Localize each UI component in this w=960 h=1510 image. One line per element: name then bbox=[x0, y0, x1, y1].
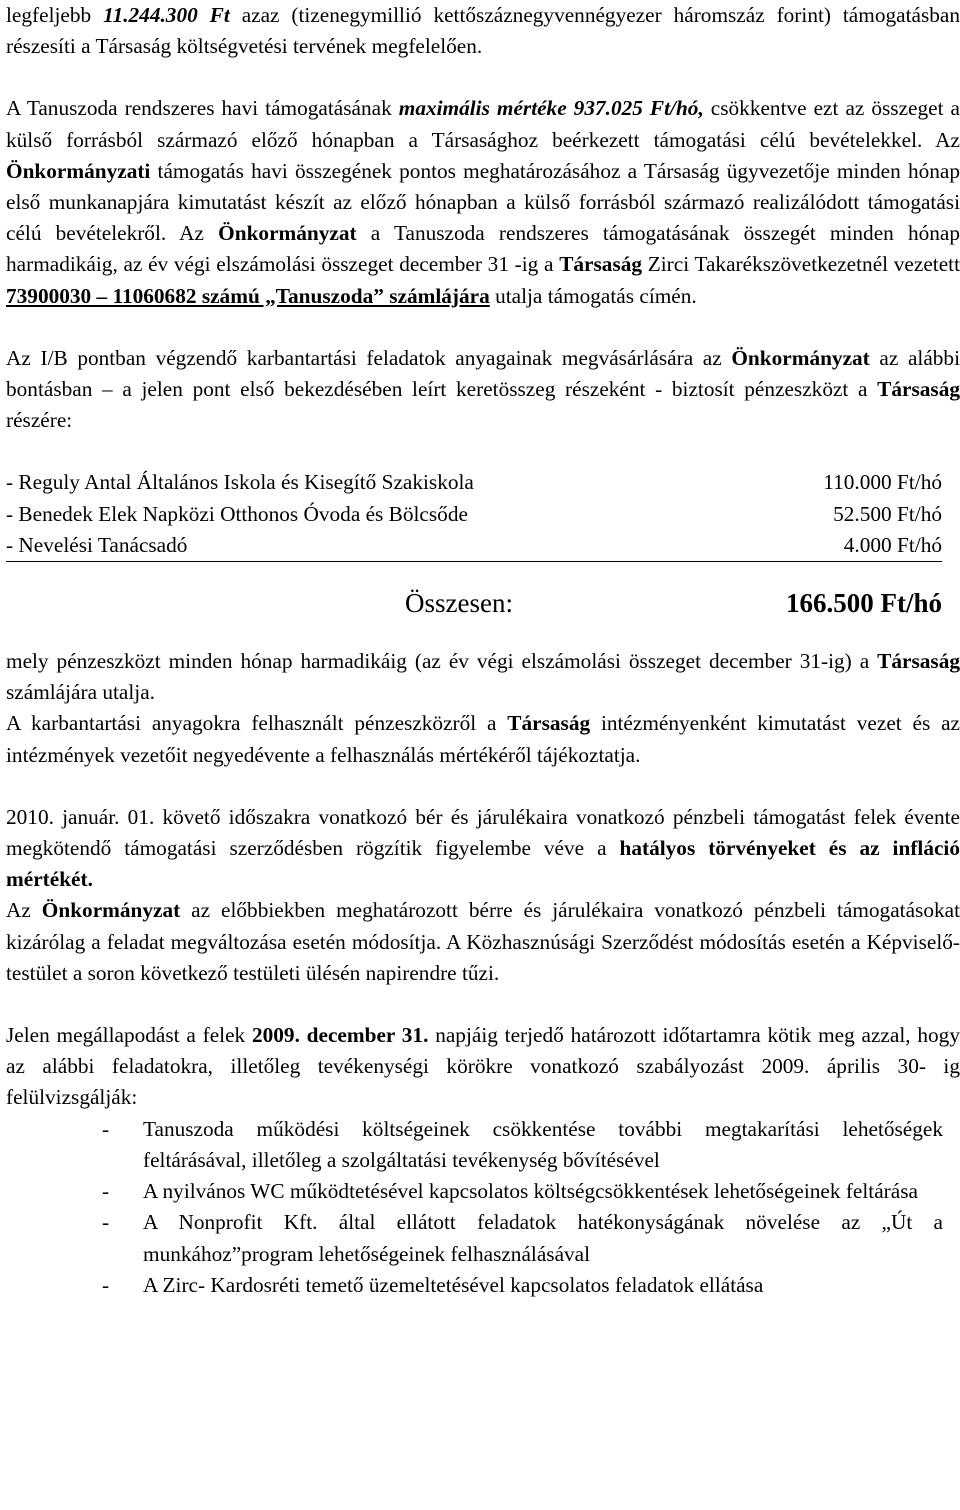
list-item bbox=[6, 1207, 943, 1269]
list-item bbox=[6, 1114, 943, 1176]
list-dash: - bbox=[102, 1116, 110, 1141]
review-task-list bbox=[6, 1114, 960, 1301]
total-value: 166.500 Ft/hó bbox=[785, 588, 942, 619]
text: számlájára utalja. bbox=[6, 680, 155, 705]
text: az alábbi bontásban – a jelen pont első bekezdésében leírt keretösszeg részeként - biztosít pénzeszközt a bbox=[6, 345, 960, 402]
allocation-row bbox=[6, 499, 942, 530]
allocation-table bbox=[6, 467, 942, 562]
allocation-amount: 52.500 Ft/hó bbox=[833, 501, 942, 526]
text: támogatás havi összegének pontos meghatározásához a Társaság ügyvezetője minden hónap első munkanapjára kimutatást készít az előző hónapban a külső forrásból származó realizálódott támogatási célú bevételekről. Az bbox=[6, 158, 960, 246]
allocation-row bbox=[6, 530, 942, 562]
bold-term: Önkormányzat bbox=[218, 221, 357, 246]
list-item-text: Tanuszoda működési költségeinek csökkentése további megtakarítási lehetőségek feltárásával, illetőleg a szolgáltatási tevékenység bővítésével bbox=[143, 1116, 943, 1172]
allocation-label: - Nevelési Tanácsadó bbox=[6, 532, 188, 557]
allocation-label: - Reguly Antal Általános Iskola és Kisegítő Szakiskola bbox=[6, 470, 474, 495]
bold-term: Társaság bbox=[559, 252, 643, 277]
allocation-amount: 110.000 Ft/hó bbox=[823, 470, 942, 495]
paragraph-monthly-support bbox=[6, 93, 960, 311]
list-item-text: A nyilvános WC működtetésével kapcsolatos költségcsökkentések lehetőségeinek feltárása bbox=[143, 1179, 918, 1204]
list-dash: - bbox=[102, 1210, 110, 1235]
text: 2010. január. 01. követő időszakra vonatkozó bér és járulékaira vonatkozó pénzbeli támogatást felek évente megkötendő támogatási szerződésben rögzítik figyelembe véve a bbox=[6, 804, 960, 861]
allocation-amount: 4.000 Ft/hó bbox=[843, 532, 942, 557]
text: mely pénzeszközt minden hónap harmadikáig (az év végi elszámolási összeget december 31-ig) a bbox=[6, 649, 878, 674]
bold-term: Társaság bbox=[877, 377, 960, 402]
text: utalja támogatás címén. bbox=[489, 283, 697, 308]
allocation-row bbox=[6, 467, 942, 498]
term-date: 2009. december 31. bbox=[251, 1023, 429, 1048]
support-amount: 11.244.300 Ft bbox=[103, 3, 230, 27]
list-item-text: A Zirc- Kardosréti temető üzemeltetésével kapcsolatos feladatok ellátása bbox=[143, 1272, 764, 1297]
list-item bbox=[6, 1270, 943, 1301]
text: részére: bbox=[6, 408, 73, 433]
text: A karbantartási anyagokra felhasznált pénzeszközről a bbox=[6, 711, 508, 736]
total-row bbox=[6, 584, 942, 622]
list-dash: - bbox=[102, 1179, 110, 1204]
bold-term: Önkormányzat bbox=[41, 898, 181, 923]
paragraph-term bbox=[6, 1020, 960, 1114]
text: intézményenként kimutatást vezet és az intézmények vezetőit negyedévente a felhasználás mértékéről tájékoztatja. bbox=[6, 711, 960, 767]
text: Az bbox=[6, 898, 42, 923]
bank-account: 73900030 – 11060682 számú „Tanuszoda” számlájára bbox=[6, 283, 490, 308]
text: csökkentve ezt az összeget a külső forrásból származó előző hónapban a Társasághoz beérkezett támogatási célú bevételekkel. Az bbox=[6, 96, 960, 152]
text: Jelen megállapodást a felek bbox=[6, 1023, 252, 1048]
text: Az I/B pontban végzendő karbantartási feladatok anyagainak megvásárlására az bbox=[6, 345, 732, 370]
paragraph-support-amount bbox=[6, 0, 960, 62]
list-item bbox=[6, 1176, 943, 1207]
list-item-text: A Nonprofit Kft. által ellátott feladatok hatékonyságának növelése az „Út a munkához”program lehetőségeinek felhasználásával bbox=[143, 1210, 943, 1266]
max-amount: maximális mértéke 937.025 Ft/hó, bbox=[398, 96, 704, 121]
text: a Tanuszoda rendszeres támogatásának összegét minden hónap harmadikáig, az év végi elszámolási összeget december 31 -ig a bbox=[6, 221, 960, 277]
total-label: Összesen: bbox=[405, 588, 513, 619]
text: napjáig terjedő határozott időtartamra kötik meg azzal, hogy az alábbi feladatokra, illetőleg tevékenységi körökre vonatkozó szabályozást 2009. április 30- ig felülvizsgálják: bbox=[6, 1023, 960, 1110]
text: azaz (tizenegymillió kettőszáznegyvennégyezer háromszáz forint) támogatásban részesíti a Társaság költségvetési tervének megfelelően. bbox=[6, 3, 960, 59]
allocation-label: - Benedek Elek Napközi Otthonos Óvoda és Bölcsőde bbox=[6, 501, 468, 526]
bold-term: Társaság bbox=[507, 711, 591, 736]
bold-term: Önkormányzat bbox=[731, 345, 870, 370]
text: az előbbiekben meghatározott bérre és járulékaira vonatkozó pénzbeli támogatásokat kizárólag a feladat megváltozása esetén módosítja. A Közhasznúsági Szerződést módosítás esetén a Képviselő-testület a soron következő testületi ülésén napirendre tűzi. bbox=[6, 898, 960, 985]
list-dash: - bbox=[102, 1272, 110, 1297]
paragraph-transfer bbox=[6, 646, 960, 708]
paragraph-maintenance bbox=[6, 343, 960, 437]
bold-term: Önkormányzati bbox=[6, 158, 151, 183]
bold-term: hatályos törvényeket és az infláció mértékét. bbox=[6, 836, 960, 892]
paragraph-modification bbox=[6, 895, 960, 989]
text: A Tanuszoda rendszeres havi támogatásának bbox=[6, 96, 399, 121]
paragraph-reporting bbox=[6, 708, 960, 770]
text: Zirci Takarékszövetkezetnél vezetett bbox=[642, 252, 960, 277]
paragraph-wages bbox=[6, 802, 960, 896]
text: legfeljebb bbox=[6, 3, 104, 27]
bold-term: Társaság bbox=[877, 649, 960, 674]
